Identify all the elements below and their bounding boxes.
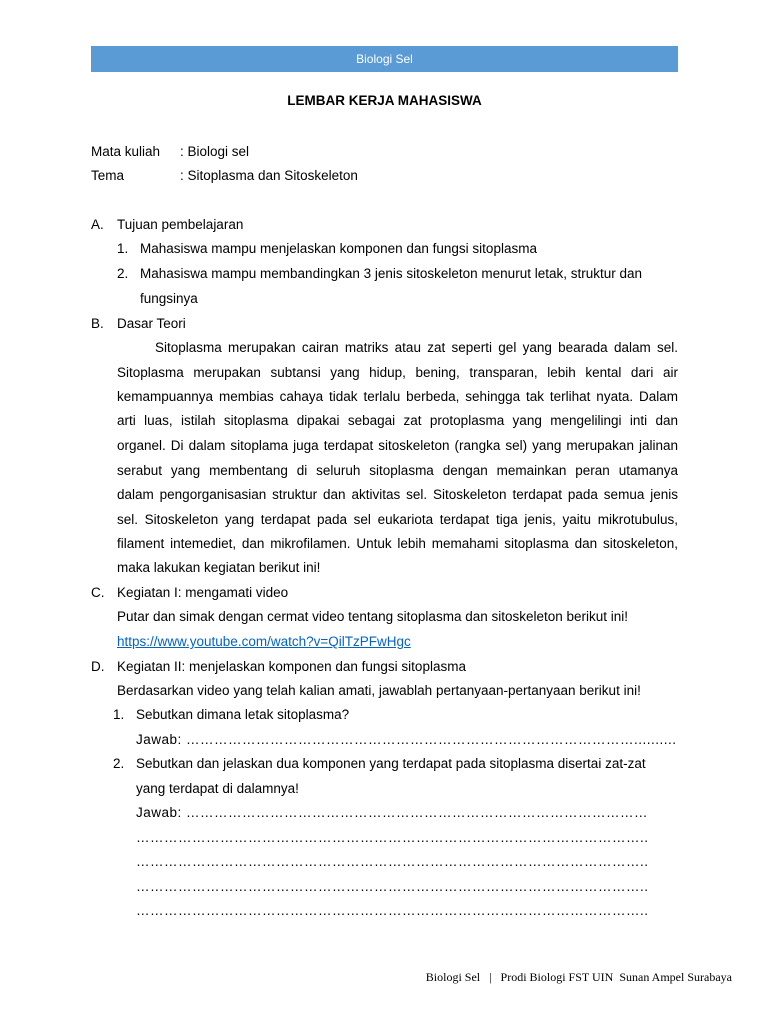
answer-2-line[interactable]: ……………………………………………………………………………………………….. [136, 879, 649, 894]
objective-2-text: Mahasiswa mampu membandingkan 3 jenis sitoskeleton menurut letak, struktur dan [140, 266, 642, 281]
meta-label-course: Mata kuliah [91, 144, 161, 159]
questions-instruction: Berdasarkan video yang telah kalian amati, jawablah pertanyaan-pertanyaan berikut ini! [117, 683, 641, 698]
page-footer [426, 970, 732, 985]
theory-line: Sitoplasma merupakan cairan matriks atau zat seperti gel yang bearada dalam sel. [155, 340, 678, 355]
section-b-marker: B. [91, 316, 104, 331]
meta-value-course: : Biologi sel [180, 144, 250, 159]
theory-line: maka lakukan kegiatan berikut ini! [117, 560, 321, 575]
answer-2-line[interactable]: ……………………………………………………………………………………………….. [136, 830, 649, 845]
section-c-marker: C. [91, 585, 105, 600]
meta-value-theme: : Sitoplasma dan Sitoskeleton [180, 168, 358, 183]
header-bar [91, 46, 678, 72]
video-link[interactable]: https://www.youtube.com/watch?v=QilTzPFwHgc [117, 634, 411, 649]
question-2-text: Sebutkan dan jelaskan dua komponen yang terdapat pada sitoplasma disertai zat-zat [136, 756, 646, 771]
section-b-title: Dasar Teori [117, 316, 186, 331]
theory-line: filament intemediet, dan mikrofilamen. Untuk lebih memahami sitoplasma dan sitoskeleton, [117, 536, 678, 551]
page-title: LEMBAR KERJA MAHASISWA [287, 93, 482, 108]
objective-1-number: 1. [117, 241, 129, 256]
section-a-marker: A. [91, 217, 104, 232]
theory-line: sel. Sitoskeleton yang terdapat pada sel eukariota terdapat tiga jenis, yaitu mikrotubulus, [117, 512, 678, 527]
answer-2-field[interactable]: Jawab: ……………………………………………………………………………………… [136, 805, 649, 820]
question-2-number: 2. [113, 756, 125, 771]
theory-line: organel. Di dalam sitoplama juga terdapat sitoskeleton (rangka sel) yang merupakan jalinan [117, 438, 678, 453]
header-title: Biologi Sel [356, 52, 413, 66]
question-1-text: Sebutkan dimana letak sitoplasma? [136, 707, 350, 722]
question-2-text-cont: yang terdapat di dalamnya! [136, 781, 299, 796]
section-d-title: Kegiatan II: menjelaskan komponen dan fungsi sitoplasma [117, 659, 466, 674]
footer-course: Biologi Sel [425, 970, 481, 984]
meta-label-theme: Tema [91, 168, 125, 183]
theory-line: arti luas, istilah sitoplasma dipakai sebagai zat protoplasma yang mengelilingi inti dan [117, 413, 678, 428]
answer-1-field[interactable]: Jawab: …………………………………………………………………………………….......... [136, 732, 677, 747]
answer-2-line[interactable]: ……………………………………………………………………………………………….. [136, 854, 649, 869]
section-c-title: Kegiatan I: mengamati video [117, 585, 289, 600]
theory-line: kemampuannya membias cahaya tidak terlalu berbeda, sehingga tak terlihat nyata. Dalam [117, 389, 678, 404]
objective-2-text-cont: fungsinya [140, 291, 198, 306]
footer-institution: Prodi Biologi FST UIN Sunan Ampel Surabaya [500, 970, 732, 984]
theory-line: dalam pengorganisasian struktur dan aktivitas sel. Sitoskeleton terdapat pada semua jenis [117, 487, 678, 502]
objective-1-text: Mahasiswa mampu menjelaskan komponen dan fungsi sitoplasma [140, 241, 537, 256]
objective-2-number: 2. [117, 266, 129, 281]
section-d-marker: D. [91, 659, 105, 674]
section-a-title: Tujuan pembelajaran [117, 217, 244, 232]
video-instruction: Putar dan simak dengan cermat video tentang sitoplasma dan sitoskeleton berikut ini! [117, 609, 629, 624]
footer-separator: | [489, 970, 492, 984]
theory-line: serabut yang membentang di seluruh sitoplasma dengan memainkan peran utamanya [117, 463, 678, 478]
theory-line: Sitoplasma merupakan subtansi yang hidup, bening, transparan, lebih kental dari air [117, 365, 678, 380]
answer-2-line[interactable]: ……………………………………………………………………………………………….. [136, 903, 649, 918]
question-1-number: 1. [113, 707, 125, 722]
